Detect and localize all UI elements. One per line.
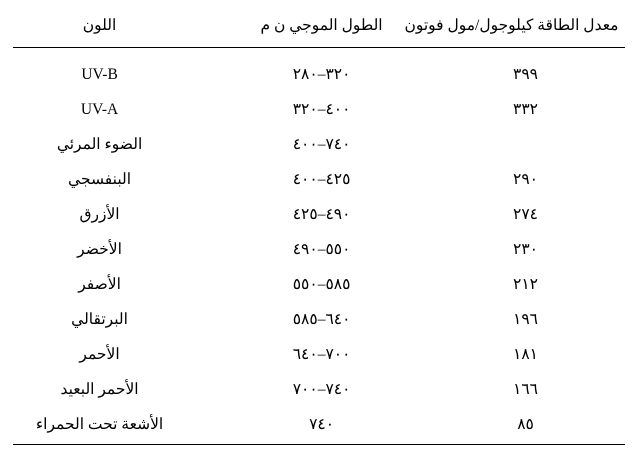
table-row [13, 372, 625, 407]
table-row [13, 57, 625, 92]
cell-color-name: UV-B [81, 65, 118, 83]
cell-energy: ١٨١ [513, 346, 539, 363]
cell-energy [423, 127, 625, 162]
cell-energy: ١٦٦ [513, 381, 539, 398]
table-header-row [13, 10, 625, 48]
table-row [13, 337, 625, 372]
cell-color-name: الأحمر البعيد [60, 381, 139, 398]
cell-wavelength: ٧٤٠ [309, 416, 335, 433]
cell-color-name: الأصفر [78, 276, 121, 293]
cell-wavelength: ٧٤٠–٤٠٠ [292, 136, 351, 153]
cell-color-name: الأزرق [79, 206, 120, 223]
table-bottom-rule [13, 444, 625, 445]
cell-color-name: الأحمر [79, 346, 120, 363]
cell-wavelength: ٣٢٠–٢٨٠ [292, 66, 351, 83]
cell-wavelength: ٦٤٠–٥٨٥ [292, 311, 351, 328]
table-row [13, 267, 625, 302]
cell-energy: ٢٣٠ [513, 241, 539, 258]
table-row [13, 197, 625, 232]
column-header-wavelength: الطول الموجي ن م [260, 17, 383, 34]
cell-energy: ٨٥ [517, 416, 534, 433]
cell-color-name: الضوء المرئي [56, 136, 143, 153]
table-header [13, 10, 625, 48]
top-spacer [0, 0, 637, 10]
column-header-energy: معدل الطاقة كيلوجول/مول فوتون [404, 17, 619, 34]
cell-energy: ٢٩٠ [513, 171, 539, 188]
cell-energy: ٣٣٢ [513, 101, 539, 118]
table-row [13, 302, 625, 337]
cell-color-name: البرتقالي [71, 311, 128, 328]
cell-energy: ٢١٢ [513, 276, 539, 293]
table-row [13, 127, 625, 162]
cell-energy: ٣٩٩ [513, 66, 539, 83]
cell-wavelength: ٧٤٠–٧٠٠ [292, 381, 351, 398]
cell-energy: ١٩٦ [513, 311, 539, 328]
cell-color-name: الأخضر [77, 241, 122, 258]
table-row [13, 162, 625, 197]
table-row [13, 232, 625, 267]
cell-wavelength: ٤٢٥–٤٠٠ [292, 171, 351, 188]
cell-energy: ٢٧٤ [513, 206, 539, 223]
cell-color-name: الأشعة تحت الحمراء [35, 416, 164, 433]
cell-wavelength: ٤٩٠–٤٢٥ [292, 206, 351, 223]
column-header-color: اللون [82, 17, 117, 34]
cell-color-name: البنفسجي [68, 171, 132, 188]
light-spectrum-table [13, 10, 625, 444]
table-body [13, 48, 625, 445]
table-row [13, 92, 625, 127]
table-row [13, 407, 625, 444]
cell-wavelength: ٥٨٥–٥٥٠ [292, 276, 351, 293]
header-rule-spacer [13, 48, 625, 58]
cell-color-name: UV-A [80, 100, 119, 118]
cell-wavelength: ٧٠٠–٦٤٠ [292, 346, 351, 363]
cell-wavelength: ٥٥٠–٤٩٠ [292, 241, 351, 258]
cell-wavelength: ٤٠٠–٣٢٠ [292, 101, 351, 118]
